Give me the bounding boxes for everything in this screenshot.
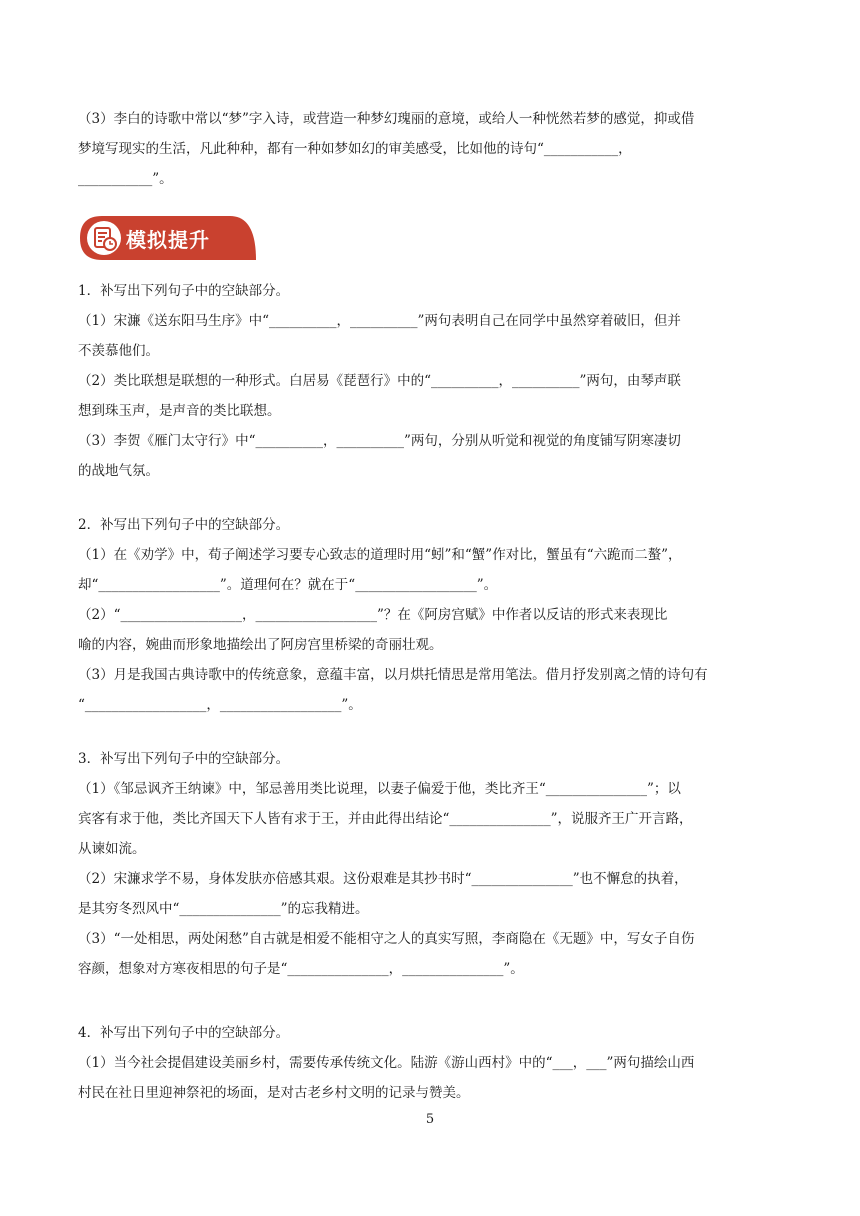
question-3	[78, 744, 786, 984]
text-line: 不羡慕他们。	[78, 343, 159, 359]
text-line: （1）《邹忌讽齐王纳谏》中，邹忌善用类比说理，以妻子偏爱于他，类比齐王“_______________”；以	[78, 781, 681, 797]
text-line: （1）宋濂《送东阳马生序》中“__________，__________”两句表明自己在同学中虽然穿着破旧，但并	[78, 313, 681, 329]
text-line: 容颜，想象对方寒夜相思的句子是“_______________，_______________”。	[78, 961, 524, 977]
question-heading: 2．补写出下列句子中的空缺部分。	[78, 517, 290, 533]
question-heading: 4．补写出下列句子中的空缺部分。	[78, 1025, 290, 1041]
page-number: 5	[425, 1112, 435, 1127]
text-line: 宾客有求于他，类比齐国天下人皆有求于王，并由此得出结论“_______________”，说服齐王广开言路，	[78, 811, 693, 827]
text-line: （3）李白的诗歌中常以“梦”字入诗，或营造一种梦幻瑰丽的意境，或给人一种恍然若梦的感觉，抑或借	[78, 111, 695, 127]
text-line: 村民在社日里迎神祭祀的场面，是对古老乡村文明的记录与赞美。	[78, 1085, 470, 1101]
text-line: （1）当今社会提倡建设美丽乡村，需要传承传统文化。陆游《游山西村》中的“___，___”两句描绘山西	[78, 1055, 695, 1071]
document-clock-icon	[86, 220, 122, 256]
text-line: 是其穷冬烈风中“_______________”的忘我精进。	[78, 901, 369, 917]
text-line: ___________”。	[78, 171, 173, 187]
text-line: 梦境写现实的生活，凡此种种，都有一种如梦如幻的审美感受，比如他的诗句“___________，	[78, 141, 632, 157]
text-line: 想到珠玉声，是声音的类比联想。	[78, 403, 281, 419]
text-line: 却“__________________”。道理何在？就在于“__________________”。	[78, 577, 498, 593]
text-line: 的战地气氛。	[78, 463, 159, 479]
question-heading: 1．补写出下列句子中的空缺部分。	[78, 283, 290, 299]
question-4	[78, 1018, 786, 1108]
text-line: （3）李贺《雁门太守行》中“__________，__________”两句，分别从听觉和视觉的角度铺写阴寒凄切	[78, 433, 681, 449]
text-line: （1）在《劝学》中，荀子阐述学习要专心致志的道理时用“蚓”和“蟹”作对比，蟹虽有“六跪而二螯”，	[78, 547, 682, 563]
text-line: （3）“一处相思，两处闲愁”自古就是相爱不能相守之人的真实写照，李商隐在《无题》中，写女子自伤	[78, 931, 695, 947]
text-line: 喻的内容，婉曲而形象地描绘出了阿房宫里桥梁的奇丽壮观。	[78, 637, 443, 653]
question-1	[78, 276, 786, 486]
section-title: 模拟提升	[126, 228, 210, 252]
paragraph-top	[78, 104, 786, 194]
question-heading: 3．补写出下列句子中的空缺部分。	[78, 751, 290, 767]
text-line: （3）月是我国古典诗歌中的传统意象，意蕴丰富，以月烘托情思是常用笔法。借月抒发别离之情的诗句有	[78, 667, 708, 683]
section-banner	[80, 216, 256, 260]
text-line: （2）宋濂求学不易，身体发肤亦倍感其艰。这份艰难是其抄书时“_______________”也不懈怠的执着，	[78, 871, 688, 887]
text-line: “__________________，__________________”。	[78, 697, 362, 713]
question-2	[78, 510, 786, 720]
text-line: （2）“__________________，__________________”？在《阿房宫赋》中作者以反诘的形式来表现比	[78, 607, 668, 623]
text-line: 从谏如流。	[78, 841, 146, 857]
text-line: （2）类比联想是联想的一种形式。白居易《琵琶行》中的“__________，__________”两句，由琴声联	[78, 373, 681, 389]
